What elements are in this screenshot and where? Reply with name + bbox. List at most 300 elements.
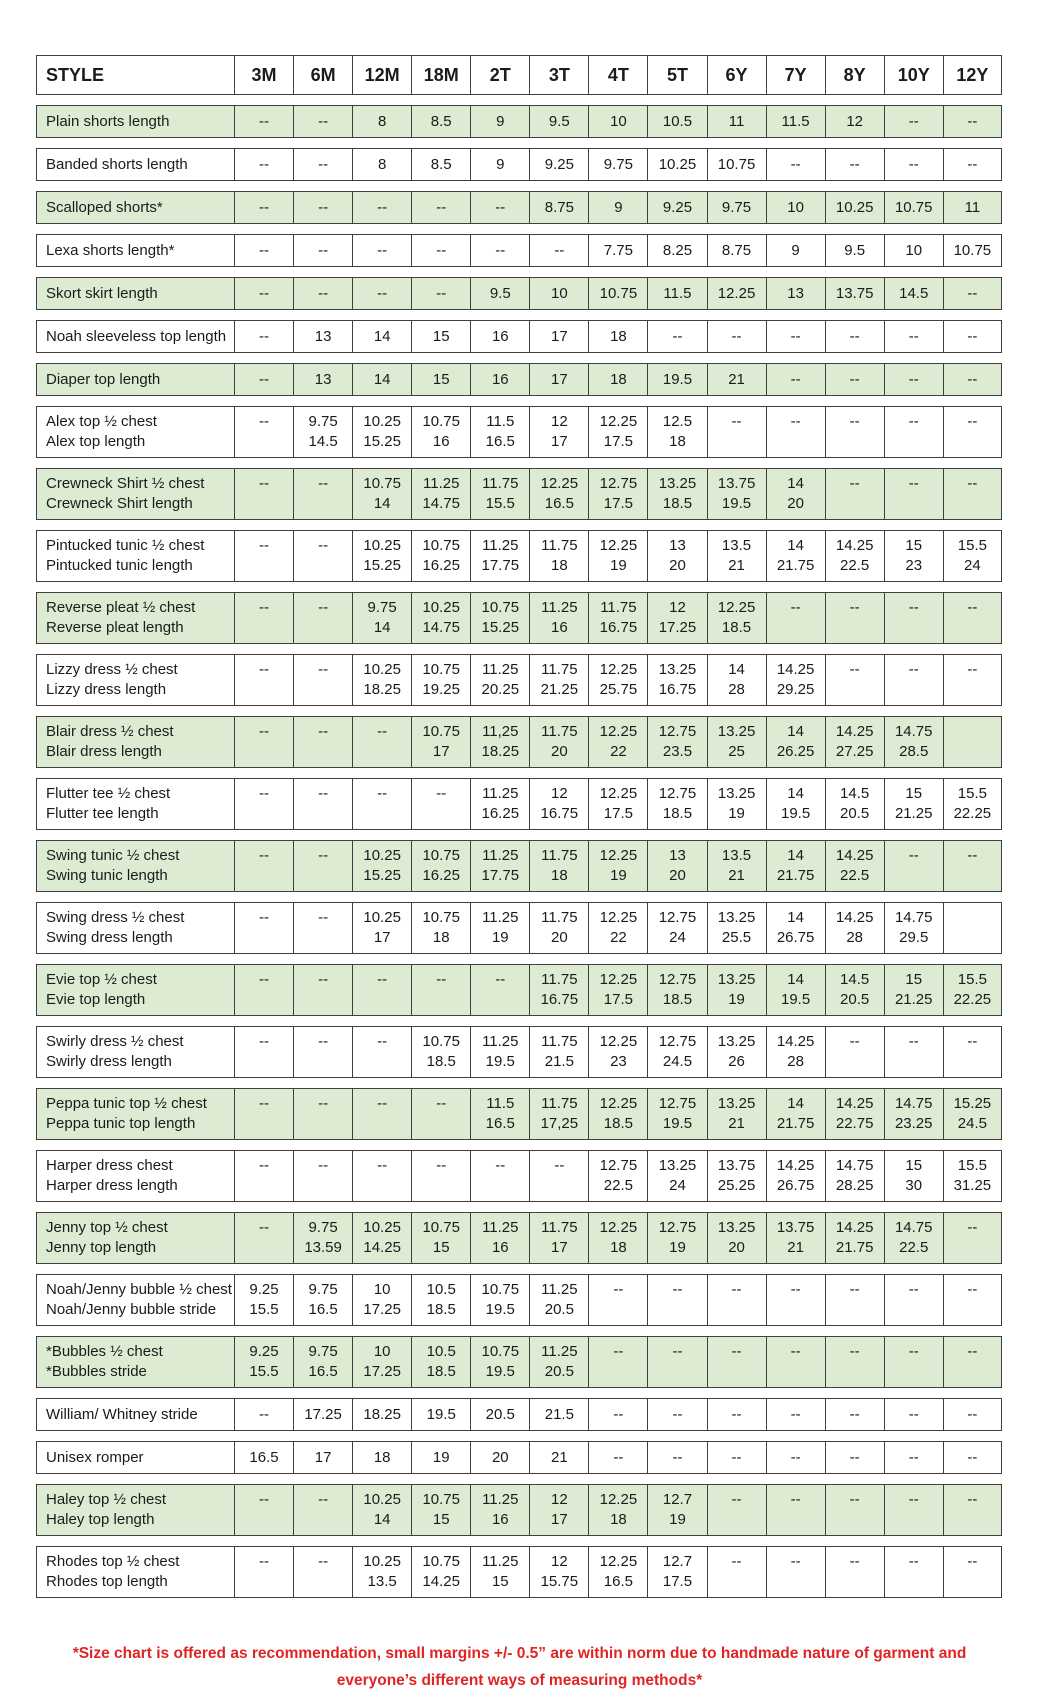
value-cell: 11.25 16 [470,1212,529,1264]
value-cell: -- [470,1150,529,1202]
value-cell: 11.5 16.5 [470,406,529,458]
style-cell: Unisex romper [36,1441,234,1474]
style-cell: Alex top ½ chest Alex top length [36,406,234,458]
value-cell: 8 [352,148,411,181]
value-cell: -- [234,530,293,582]
table-row [36,1212,1002,1264]
value-cell: -- [234,654,293,706]
value-cell: -- [766,148,825,181]
value-cell: -- [234,778,293,830]
value-cell: -- [470,964,529,1016]
value-cell: 10.5 18.5 [411,1274,470,1326]
value-cell: -- [707,406,766,458]
table-row [36,1026,1002,1078]
value-cell: 12.25 18.5 [588,1088,647,1140]
value-cell: -- [234,1398,293,1431]
value-cell: 14 [352,320,411,353]
column-header-12y: 12Y [943,55,1002,95]
value-cell: -- [884,654,943,706]
value-cell: -- [825,1274,884,1326]
value-cell: 12 17 [529,1484,588,1536]
value-cell: -- [234,592,293,644]
table-row [36,530,1002,582]
column-header-6y: 6Y [707,55,766,95]
value-cell: 9 [470,105,529,138]
value-cell: -- [234,277,293,310]
value-cell: 12.75 22.5 [588,1150,647,1202]
value-cell: 14 21.75 [766,1088,825,1140]
value-cell: 14.25 22.5 [825,530,884,582]
style-cell: Skort skirt length [36,277,234,310]
value-cell: 12.25 17.5 [588,964,647,1016]
column-header-8y: 8Y [825,55,884,95]
value-cell: 11.75 18 [529,840,588,892]
value-cell: 12.25 25.75 [588,654,647,706]
value-cell: -- [825,1336,884,1388]
style-cell: Swing dress ½ chest Swing dress length [36,902,234,954]
value-cell: 13.75 19.5 [707,468,766,520]
value-cell: -- [293,654,352,706]
value-cell: -- [234,716,293,768]
value-cell: 10 [529,277,588,310]
value-cell: 12.25 18 [588,1484,647,1536]
value-cell: -- [943,148,1002,181]
value-cell: 17 [529,363,588,396]
value-cell: 8.5 [411,148,470,181]
value-cell: -- [707,320,766,353]
value-cell: 11.25 15 [470,1546,529,1598]
value-cell: -- [707,1336,766,1388]
value-cell: 12.25 19 [588,840,647,892]
value-cell: 19.5 [647,363,706,396]
value-cell: 8.75 [707,234,766,267]
value-cell: -- [766,1546,825,1598]
value-cell: 10.75 16 [411,406,470,458]
value-cell: 7.75 [588,234,647,267]
value-cell: 14.25 22.75 [825,1088,884,1140]
table-row [36,1150,1002,1202]
value-cell: -- [825,148,884,181]
value-cell: -- [529,1150,588,1202]
value-cell: 13.25 25.5 [707,902,766,954]
value-cell: 13.25 19 [707,778,766,830]
value-cell: 14 20 [766,468,825,520]
value-cell: 10.75 15 [411,1484,470,1536]
value-cell: 9 [588,191,647,224]
style-cell: Swing tunic ½ chest Swing tunic length [36,840,234,892]
value-cell: 14.75 29.5 [884,902,943,954]
style-cell: Scalloped shorts* [36,191,234,224]
value-cell: 14.25 28 [766,1026,825,1078]
value-cell: 13.25 24 [647,1150,706,1202]
value-cell: 13.25 26 [707,1026,766,1078]
table-row [36,716,1002,768]
value-cell: -- [352,964,411,1016]
value-cell: 12.25 23 [588,1026,647,1078]
value-cell: 10.25 15.25 [352,406,411,458]
value-cell: 11 [943,191,1002,224]
value-cell: 18 [588,320,647,353]
value-cell: 10.25 18.25 [352,654,411,706]
value-cell: -- [293,234,352,267]
style-cell: Haley top ½ chest Haley top length [36,1484,234,1536]
value-cell: 14.25 21.75 [825,1212,884,1264]
value-cell: -- [707,1398,766,1431]
value-cell: 12 [825,105,884,138]
value-cell: -- [234,406,293,458]
value-cell: 16 [470,320,529,353]
value-cell: 11.5 16.5 [470,1088,529,1140]
value-cell: 13.25 18.5 [647,468,706,520]
value-cell: 13.25 25 [707,716,766,768]
value-cell: 14.25 29.25 [766,654,825,706]
value-cell: 12.75 19.5 [647,1088,706,1140]
table-row [36,363,1002,396]
value-cell: -- [884,1026,943,1078]
value-cell: -- [647,1441,706,1474]
value-cell: -- [470,191,529,224]
value-cell: 13.75 [825,277,884,310]
value-cell: 15 [411,363,470,396]
value-cell: 10 [884,234,943,267]
value-cell: 9.75 [707,191,766,224]
value-cell: -- [293,778,352,830]
value-cell: -- [884,363,943,396]
value-cell: 13 20 [647,530,706,582]
value-cell [943,902,1002,954]
value-cell: 10.75 14.25 [411,1546,470,1598]
value-cell: 11.75 21.5 [529,1026,588,1078]
style-cell: Harper dress chest Harper dress length [36,1150,234,1202]
value-cell: 12.25 22 [588,902,647,954]
value-cell: -- [352,277,411,310]
value-cell: -- [766,406,825,458]
value-cell: 12.25 22 [588,716,647,768]
value-cell: 11.25 20.25 [470,654,529,706]
value-cell: -- [884,840,943,892]
column-header-18m: 18M [411,55,470,95]
value-cell: -- [825,1026,884,1078]
value-cell: 11.25 17.75 [470,530,529,582]
value-cell: 10.75 15 [411,1212,470,1264]
value-cell: 12.75 23.5 [647,716,706,768]
value-cell: 21.5 [529,1398,588,1431]
value-cell: -- [411,778,470,830]
style-cell: William/ Whitney stride [36,1398,234,1431]
value-cell: 14 26.25 [766,716,825,768]
value-cell: 12.25 17.5 [588,778,647,830]
value-cell: -- [766,1484,825,1536]
value-cell: 10 [766,191,825,224]
value-cell: 21 [529,1441,588,1474]
style-cell: Pintucked tunic ½ chest Pintucked tunic length [36,530,234,582]
value-cell: 10.25 15.25 [352,840,411,892]
value-cell: 10.25 13.5 [352,1546,411,1598]
value-cell: 14.75 23.25 [884,1088,943,1140]
value-cell: 13.5 21 [707,840,766,892]
value-cell: 12 17 [529,406,588,458]
value-cell: 13 [766,277,825,310]
value-cell: -- [588,1441,647,1474]
value-cell: 12.25 16.5 [588,1546,647,1598]
value-cell: 14 28 [707,654,766,706]
value-cell: 15.5 22.25 [943,964,1002,1016]
value-cell: 11.25 14.75 [411,468,470,520]
value-cell: -- [825,592,884,644]
value-cell: -- [766,363,825,396]
value-cell: 18 [352,1441,411,1474]
value-cell: 12.75 18.5 [647,778,706,830]
value-cell: 15 [411,320,470,353]
value-cell: -- [529,234,588,267]
style-cell: Blair dress ½ chest Blair dress length [36,716,234,768]
style-cell: Peppa tunic top ½ chest Peppa tunic top length [36,1088,234,1140]
value-cell: -- [766,1441,825,1474]
value-cell: -- [293,1546,352,1598]
value-cell: 10.75 19.5 [470,1274,529,1326]
table-row [36,277,1002,310]
value-cell: 13.25 16.75 [647,654,706,706]
value-cell: -- [825,654,884,706]
value-cell: 10.5 [647,105,706,138]
value-cell: -- [588,1274,647,1326]
value-cell: 11.75 16.75 [588,592,647,644]
value-cell: 13 [293,363,352,396]
value-cell: -- [884,1398,943,1431]
value-cell: -- [825,406,884,458]
value-cell: -- [943,1546,1002,1598]
value-cell: -- [825,468,884,520]
value-cell: 11.25 16 [470,1484,529,1536]
value-cell: -- [411,191,470,224]
value-cell: 11 [707,105,766,138]
value-cell: 21 [707,363,766,396]
value-cell: 10.25 14.75 [411,592,470,644]
value-cell: 11.75 15.5 [470,468,529,520]
value-cell: 14.5 20.5 [825,964,884,1016]
value-cell: 10.25 15.25 [352,530,411,582]
value-cell: 10.25 14 [352,1484,411,1536]
value-cell: 9.5 [825,234,884,267]
table-row [36,902,1002,954]
column-header-4t: 4T [588,55,647,95]
value-cell: 12.25 18 [588,1212,647,1264]
value-cell: -- [588,1336,647,1388]
value-cell: 10.75 17 [411,716,470,768]
value-cell: 12 17.25 [647,592,706,644]
value-cell: -- [293,148,352,181]
value-cell: 9.75 16.5 [293,1274,352,1326]
value-cell: 13.75 25.25 [707,1150,766,1202]
value-cell: 11.5 [766,105,825,138]
value-cell: -- [293,1026,352,1078]
value-cell: -- [884,148,943,181]
value-cell: 12.25 18.5 [707,592,766,644]
value-cell: 11.25 20.5 [529,1336,588,1388]
value-cell: -- [825,1441,884,1474]
column-header-10y: 10Y [884,55,943,95]
value-cell: 12.25 19 [588,530,647,582]
value-cell: -- [707,1546,766,1598]
value-cell: 19.5 [411,1398,470,1431]
value-cell: -- [293,530,352,582]
value-cell: -- [825,1484,884,1536]
value-cell: -- [943,1441,1002,1474]
value-cell: -- [825,1398,884,1431]
value-cell: 9.25 15.5 [234,1336,293,1388]
value-cell: -- [943,363,1002,396]
value-cell: -- [293,1088,352,1140]
value-cell: 14.75 28.25 [825,1150,884,1202]
value-cell: 10.75 15.25 [470,592,529,644]
value-cell: -- [943,592,1002,644]
column-header-5t: 5T [647,55,706,95]
value-cell: -- [293,592,352,644]
value-cell: 10 17.25 [352,1274,411,1326]
value-cell: -- [234,468,293,520]
value-cell: -- [293,105,352,138]
style-cell: Lizzy dress ½ chest Lizzy dress length [36,654,234,706]
value-cell: 14.5 20.5 [825,778,884,830]
value-cell: -- [234,105,293,138]
value-cell: -- [825,1546,884,1598]
value-cell: 14 21.75 [766,530,825,582]
value-cell: -- [293,902,352,954]
value-cell: -- [943,277,1002,310]
value-cell: 11.75 21.25 [529,654,588,706]
value-cell: -- [352,716,411,768]
value-cell: -- [293,277,352,310]
value-cell: 15 23 [884,530,943,582]
size-chart-table [36,45,1002,1608]
value-cell: 15 21.25 [884,778,943,830]
table-row [36,320,1002,353]
value-cell: 15.5 31.25 [943,1150,1002,1202]
value-cell: 12.75 24 [647,902,706,954]
value-cell: 10.25 17 [352,902,411,954]
value-cell: 12.75 24.5 [647,1026,706,1078]
value-cell: 18 [588,363,647,396]
value-cell: 11.25 16.25 [470,778,529,830]
value-cell: -- [884,406,943,458]
value-cell: -- [884,1441,943,1474]
value-cell: -- [234,964,293,1016]
value-cell: 10.75 [884,191,943,224]
value-cell: 16 [470,363,529,396]
value-cell: -- [943,840,1002,892]
value-cell: 12.25 16.5 [529,468,588,520]
value-cell: -- [943,1398,1002,1431]
value-cell: 12.25 17.5 [588,406,647,458]
value-cell: 11.25 20.5 [529,1274,588,1326]
footnote: *Size chart is offered as recommendation, small margins +/- 0.5” are within norm due to handmade nature of garment and everyone’s different ways of measuring methods* [72,1645,967,1689]
value-cell: 11,25 18.25 [470,716,529,768]
value-cell: 20.5 [470,1398,529,1431]
style-cell: Noah sleeveless top length [36,320,234,353]
value-cell: -- [234,1546,293,1598]
value-cell: 12.75 17.5 [588,468,647,520]
value-cell: -- [234,234,293,267]
style-cell: Reverse pleat ½ chest Reverse pleat length [36,592,234,644]
value-cell: 9.5 [470,277,529,310]
value-cell: -- [647,1336,706,1388]
column-header-3m: 3M [234,55,293,95]
value-cell: -- [234,1150,293,1202]
column-header-12m: 12M [352,55,411,95]
value-cell: 14.75 28.5 [884,716,943,768]
value-cell: 8 [352,105,411,138]
value-cell: -- [943,468,1002,520]
value-cell: 12.7 19 [647,1484,706,1536]
value-cell: 9 [766,234,825,267]
value-cell: 9.75 [588,148,647,181]
value-cell: 11.75 20 [529,716,588,768]
value-cell: 11.5 [647,277,706,310]
value-cell: 10.75 16.25 [411,530,470,582]
value-cell: 17.25 [293,1398,352,1431]
table-row [36,1441,1002,1474]
value-cell: -- [647,1274,706,1326]
table-body [36,105,1002,1598]
value-cell: 20 [470,1441,529,1474]
table-row [36,406,1002,458]
value-cell: -- [707,1274,766,1326]
value-cell: 10.75 14 [352,468,411,520]
value-cell: -- [707,1484,766,1536]
style-cell: Plain shorts length [36,105,234,138]
value-cell: -- [766,320,825,353]
value-cell: 11.25 19.5 [470,1026,529,1078]
value-cell: 13 [293,320,352,353]
value-cell: 9.75 13.59 [293,1212,352,1264]
value-cell: -- [825,320,884,353]
table-row [36,654,1002,706]
value-cell: 8.75 [529,191,588,224]
table-row [36,1484,1002,1536]
value-cell: 14 19.5 [766,778,825,830]
style-cell: Evie top ½ chest Evie top length [36,964,234,1016]
value-cell: -- [884,468,943,520]
value-cell: -- [293,964,352,1016]
table-row [36,778,1002,830]
value-cell: 19 [411,1441,470,1474]
style-cell: Lexa shorts length* [36,234,234,267]
table-row [36,1274,1002,1326]
value-cell: 9 [470,148,529,181]
value-cell: 9.75 14 [352,592,411,644]
column-header-6m: 6M [293,55,352,95]
table-row [36,840,1002,892]
value-cell: -- [411,234,470,267]
value-cell: -- [884,1546,943,1598]
table-row [36,234,1002,267]
style-cell: Flutter tee ½ chest Flutter tee length [36,778,234,830]
value-cell: -- [766,592,825,644]
value-cell: -- [943,105,1002,138]
value-cell: -- [884,1336,943,1388]
style-cell: Banded shorts length [36,148,234,181]
value-cell: -- [234,1088,293,1140]
value-cell: 14 21.75 [766,840,825,892]
table-row [36,1336,1002,1388]
value-cell: -- [884,592,943,644]
table-row [36,592,1002,644]
value-cell: 10.75 [588,277,647,310]
value-cell: 12.75 18.5 [647,964,706,1016]
table-header [36,55,1002,95]
value-cell: 14 [352,363,411,396]
value-cell: -- [766,1398,825,1431]
